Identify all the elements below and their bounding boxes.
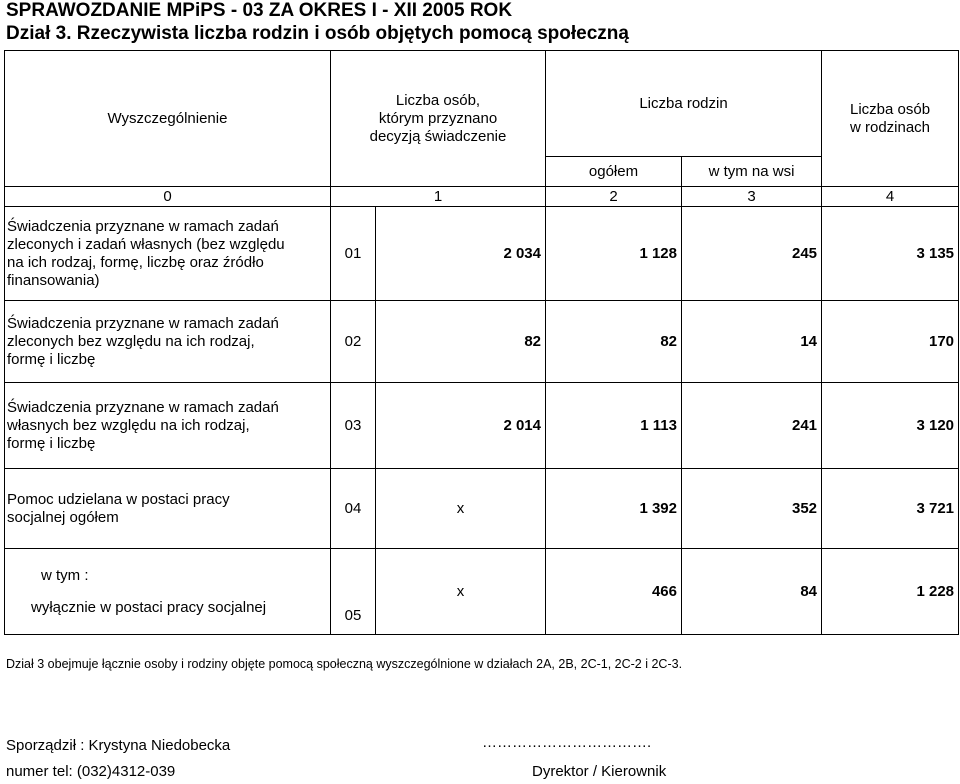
index-row <box>5 187 959 207</box>
table-row <box>5 469 959 549</box>
header-liczba-osob: Liczba osób, którym przyznano decyzją świadczenie <box>331 51 546 187</box>
value-rodziny-ogolem: 1 392 <box>546 469 682 549</box>
value-osoby-w-rodzinach: 3 721 <box>822 469 959 549</box>
row-code: 04 <box>331 469 376 549</box>
index-cell: 1 <box>331 187 546 207</box>
value-rodziny-ogolem: 1 113 <box>546 383 682 469</box>
value-osoby: 2 014 <box>376 383 546 469</box>
value-osoby-w-rodzinach: 1 228 <box>822 549 959 635</box>
table-row <box>5 383 959 469</box>
row-description: Świadczenia przyznane w ramach zadań zleconych i zadań własnych (bez względu na ich rodzaj, formę, liczbę oraz źródło finansowania) <box>5 207 331 301</box>
header-wyszczegolnienie: Wyszczególnienie <box>5 51 331 187</box>
value-rodziny-wies: 245 <box>682 207 822 301</box>
index-cell: 3 <box>682 187 822 207</box>
value-osoby: 2 034 <box>376 207 546 301</box>
table-row <box>5 549 959 635</box>
value-osoby-w-rodzinach: 3 120 <box>822 383 959 469</box>
header-ogolem: ogółem <box>546 157 682 187</box>
value-osoby: x <box>376 549 546 635</box>
table-row <box>5 207 959 301</box>
value-osoby: 82 <box>376 301 546 383</box>
report-table <box>4 50 959 635</box>
row-code: 05 <box>331 549 376 635</box>
row-code: 01 <box>331 207 376 301</box>
row-description: w tym : wyłącznie w postaci pracy socjalnej <box>5 549 331 635</box>
value-rodziny-wies: 352 <box>682 469 822 549</box>
value-rodziny-ogolem: 466 <box>546 549 682 635</box>
value-rodziny-wies: 14 <box>682 301 822 383</box>
value-rodziny-wies: 241 <box>682 383 822 469</box>
header-liczba-rodzin: Liczba rodzin <box>546 51 822 157</box>
value-osoby-w-rodzinach: 170 <box>822 301 959 383</box>
value-osoby: x <box>376 469 546 549</box>
value-rodziny-wies: 84 <box>682 549 822 635</box>
index-cell: 2 <box>546 187 682 207</box>
row-code: 03 <box>331 383 376 469</box>
prepared-by: Sporządził : Krystyna Niedobecka <box>6 737 231 754</box>
index-cell: 4 <box>822 187 959 207</box>
report-title: SPRAWOZDANIE MPiPS - 03 ZA OKRES I - XII 2005 ROK <box>6 0 513 21</box>
table-row <box>5 301 959 383</box>
value-rodziny-ogolem: 82 <box>546 301 682 383</box>
value-rodziny-ogolem: 1 128 <box>546 207 682 301</box>
signature-line: ……………………………. <box>482 734 652 751</box>
phone-number: numer tel: (032)4312-039 <box>6 763 176 780</box>
index-cell: 0 <box>5 187 331 207</box>
row-description: Świadczenia przyznane w ramach zadań własnych bez względu na ich rodzaj, formę i liczbę <box>5 383 331 469</box>
row-code: 02 <box>331 301 376 383</box>
section-title: Dział 3. Rzeczywista liczba rodzin i osób objętych pomocą społeczną <box>6 23 629 44</box>
director-label: Dyrektor / Kierownik <box>532 763 667 780</box>
header-w-tym-na-wsi: w tym na wsi <box>682 157 822 187</box>
row-description: Świadczenia przyznane w ramach zadań zleconych bez względu na ich rodzaj, formę i liczbę <box>5 301 331 383</box>
value-osoby-w-rodzinach: 3 135 <box>822 207 959 301</box>
header-liczba-osob-w-rodzinach: Liczba osób w rodzinach <box>822 51 959 187</box>
section-note: Dział 3 obejmuje łącznie osoby i rodziny objęte pomocą społeczną wyszczególnione w działach 2A, 2B, 2C-1, 2C-2 i 2C-3. <box>6 657 683 671</box>
row-description: Pomoc udzielana w postaci pracy socjalnej ogółem <box>5 469 331 549</box>
